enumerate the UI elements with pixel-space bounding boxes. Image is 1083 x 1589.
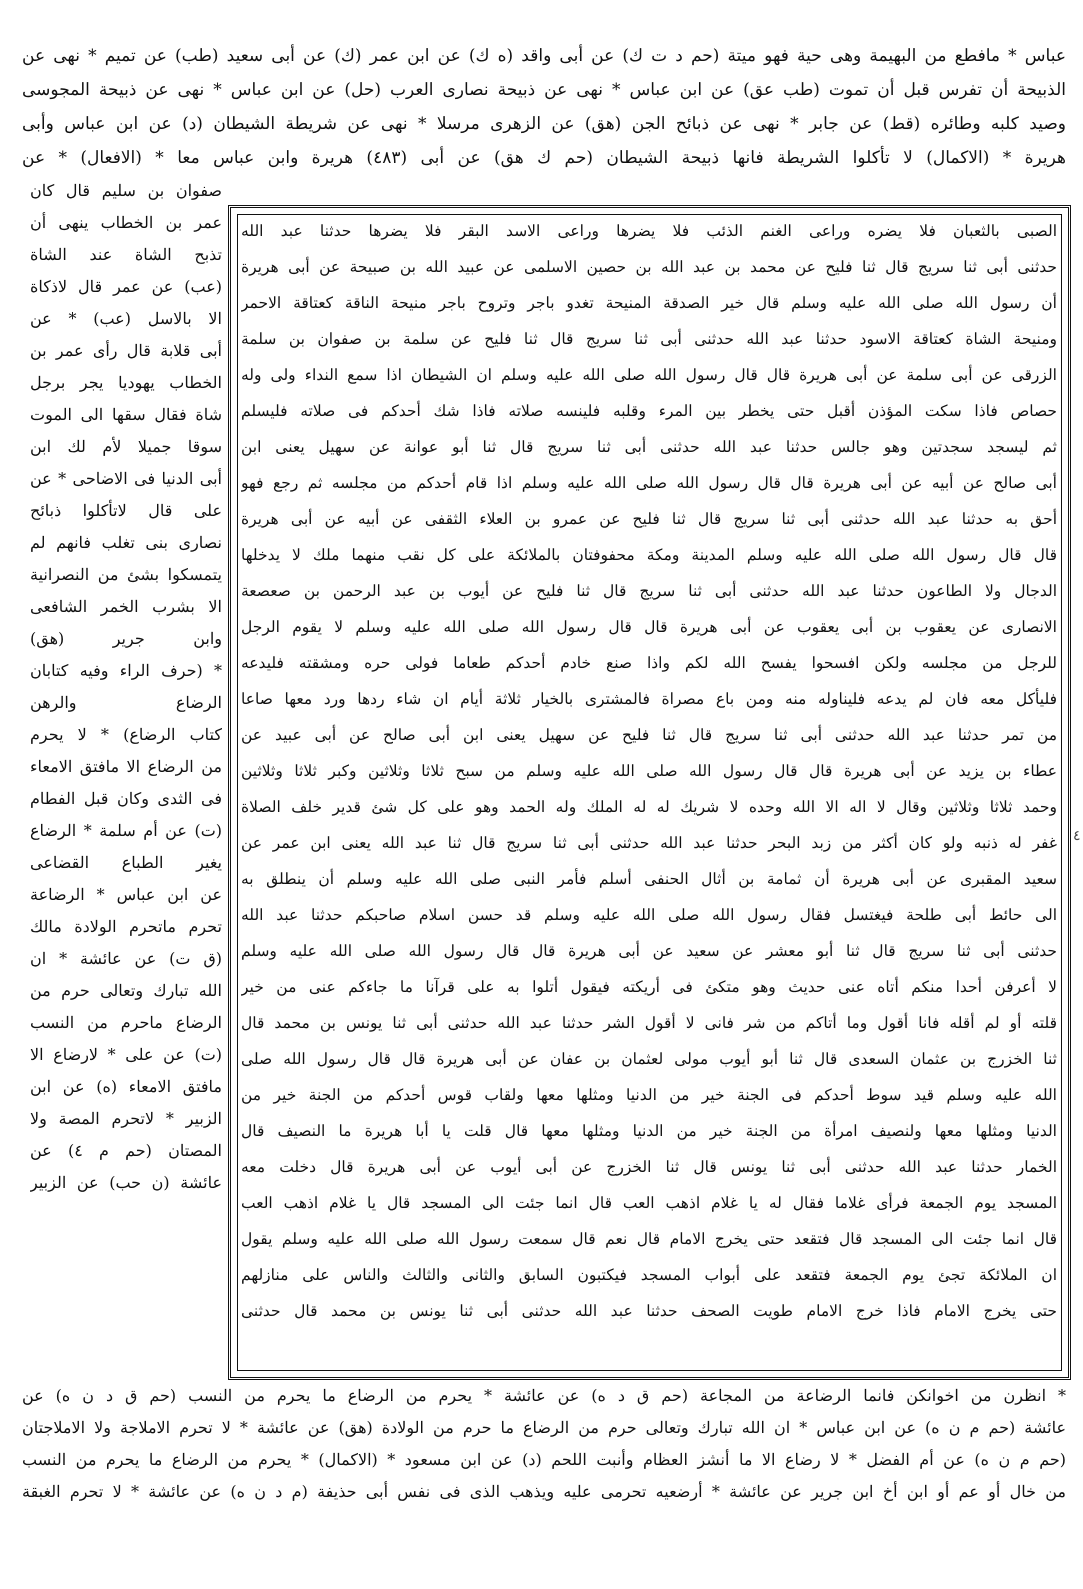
main-line: قال انما جئت الى المسجد قال فتقعد حتى يخرج الامام قال نعم قال سمعت رسول الله صلى الله عليه وسلم يقول bbox=[241, 1230, 1057, 1248]
main-line: وحمد ثلاثا وثلاثين وقال لا اله الا الله وحده لا شريك له له الملك وله الحمد وهو على كل شئ قدير خلف الصلاة bbox=[241, 798, 1057, 816]
margin-mark: ٤ bbox=[1073, 828, 1081, 844]
side-line: أبى قلابة قال رأى عمر بن bbox=[30, 341, 222, 360]
side-line: كتاب الرضاع) * لا يحرم bbox=[30, 725, 222, 744]
top-line: الذبيحة أن تفرس قبل أن تموت (طب عق) عن ابن عباس * نهى عن ذبيحة نصارى العرب (حل) عن ابن عباس * نهى عن ذبيحة المجوسى bbox=[22, 80, 1066, 100]
side-line: صفوان بن سليم قال كان bbox=[30, 181, 222, 200]
top-line: هريرة * (الاكمال) لا تأكلوا الشريطة فانها ذبيحة الشيطان (حم ك هق) عن أبى (٤٨٣) هريرة وابن عباس معا * (الافعال) * عن bbox=[22, 148, 1066, 168]
main-line: حدثنى أبى ثنا سريج قال ثنا فليح عن محمد بن عبد الله بن حصين الاسلمى عن عبيد الله بن صبيحة عن أبى هريرة bbox=[241, 258, 1057, 276]
main-line: الزرقى عن أبى سلمة عن أبى هريرة قال قال رسول الله صلى الله عليه وسلم ان الشيطان اذا سمع النداء ولى وله bbox=[241, 366, 1057, 384]
main-line: ومنيحة الشاة كعتاقة الاسود حدثنا عبد الله حدثنى أبى ثنا سريج قال ثنا فليح عن سلمة بن صفوان بن سلمة bbox=[241, 330, 1057, 348]
main-line: قال قال رسول الله صلى الله عليه وسلم المدينة ومكة محفوفتان بالملائكة على كل نقب منهما ملك لا يدخلها bbox=[241, 546, 1057, 564]
side-line: يتمسكوا بشئ من النصرانية bbox=[30, 565, 222, 584]
side-line: فى الثدى وكان قبل الفطام bbox=[30, 789, 222, 808]
main-line: المسجد يوم الجمعة فرأى غلاما فقال له يا غلام اذهب العب قال انما جئت الى المسجد قال يا غلام اذهب العب bbox=[241, 1194, 1057, 1212]
bottom-line: * انظرن من اخوانكن فانما الرضاعة من المجاعة (حم ق د ه) عن عائشة * يحرم من الرضاع ما يحرم من النسب (حم ق د ن ه) عن bbox=[22, 1386, 1066, 1405]
main-line: أن رسول الله صلى الله عليه وسلم قال خير الصدقة المنيحة تغدو باجر وتروح باجر منيحة الناقة كعتاقة الاحمر bbox=[241, 294, 1057, 312]
main-line: الله عليه وسلم قيد سوط أحدكم فى الجنة خير من الدنيا ومثلها معها ولقاب قوس أحدكم من الجنة خير من bbox=[241, 1086, 1057, 1104]
side-line: تحرم ماتحرم الولادة مالك bbox=[30, 917, 222, 936]
side-line: الرضاع ماحرم من النسب bbox=[30, 1013, 222, 1032]
side-line: (ت) عن على * لارضاع الا bbox=[30, 1045, 222, 1064]
top-line: وصيد كلبه وطائره (قط) عن جابر * نهى عن ذبائح الجن (هق) عن الزهرى مرسلا * نهى عن شريطة الشيطان (د) عن ابن عباس وأبى bbox=[22, 114, 1066, 134]
bottom-line: من خال أو عم أو ابن أخ ابن جرير عن عائشة * أرضعيه تحرمى عليه ويذهب الذى فى نفس أبى حذيفة (م د ن ه) عن عائشة * لا تحرم الغبقة bbox=[22, 1482, 1066, 1501]
main-line: الصبى بالثعبان فلا يضره وراعى الغنم الذئب فلا يضرها وراعى الاسد البقر فلا يضرها حدثنا عبد الله bbox=[241, 222, 1057, 240]
side-line: على قال لاتأكلوا ذبائح bbox=[30, 501, 222, 520]
main-line: الانصارى عن يعقوب بن أبى يعقوب عن أبى هريرة قال قال رسول الله صلى الله عليه وسلم لا يقوم الرجل bbox=[241, 618, 1057, 636]
main-line: من تمر حدثنا عبد الله حدثنى أبى ثنا سريج قال ثنا فليح عن سهيل يعنى ابن أبى صالح عن أبى عبيد عن bbox=[241, 726, 1057, 744]
side-line: مافتق الامعاء (ه) عن ابن bbox=[30, 1077, 222, 1096]
main-line: حصاص فاذا سكت المؤذن أقبل حتى يخطر بين المرء وقلبه فلينسه صلاته فاذا شك أحدكم فى صلاته فليسلم bbox=[241, 402, 1057, 420]
side-line: الا بالاسل (عب) * عن bbox=[30, 309, 222, 328]
side-line: نصارى بنى تغلب فانهم لم bbox=[30, 533, 222, 552]
side-line: الا بشرب الخمر الشافعى bbox=[30, 597, 222, 616]
side-line: الرضاع والرهن bbox=[30, 693, 222, 712]
top-line: عباس * مافطع من البهيمة وهى حية فهو ميتة (حم د ت ك) عن أبى واقد (ه ك) عن ابن عمر (ك) عن أبى سعيد (طب) عن تميم * نهى عن bbox=[22, 46, 1066, 66]
main-line: فليأكل معه فان لم يدعه فليناوله منه ومن باع مصراة فالمشترى بالخيار ثلاثة أيام ان شاء ردها ورد معها صاعا bbox=[241, 690, 1057, 708]
side-line: عن ابن عباس * الرضاعة bbox=[30, 885, 222, 904]
side-line: تذبح الشاة عند الشاة bbox=[30, 245, 222, 264]
side-line: (عب) عن عمر قال لاذكاة bbox=[30, 277, 222, 296]
main-line: الدنيا ومثلها معها ولنصيف امرأة من الجنة خير من الدنيا ومثلها معها قال قلت يا أبا هريرة ما النصيف قال bbox=[241, 1122, 1057, 1140]
main-line: الدجال ولا الطاعون حدثنا عبد الله حدثنى أبى ثنا سريج قال ثنا فليح عن أيوب بن عبد الرحمن بن صعصعة bbox=[241, 582, 1057, 600]
main-line: قلته أو لم أقله فانا أقول وما أتاكم من شر فانى لا أقول الشر حدثنا عبد الله حدثنى أبى ثنا يونس بن محمد قال bbox=[241, 1014, 1057, 1032]
main-line: غفر له ذنبه ولو كان أكثر من زبد البحر حدثنا عبد الله حدثنى أبى ثنا سريج قال ثنا عبد الله يعنى ابن عمر عن bbox=[241, 834, 1057, 852]
main-line: الخمار حدثنا عبد الله حدثنى أبى ثنا يونس قال ثنا الخزرج عن أبى أيوب عن أبى هريرة قال دخلت معه bbox=[241, 1158, 1057, 1176]
side-line: عمر بن الخطاب ينهى أن bbox=[30, 213, 222, 232]
side-line: من الرضاع الا مافتق الامعاء bbox=[30, 757, 222, 776]
side-line: وابن جرير (هق) bbox=[30, 629, 222, 648]
main-line: ثم ليسجد سجدتين وهو جالس حدثنا عبد الله حدثنى أبى ثنا سريج قال ثنا أبو عوانة عن سهيل يعنى ابن bbox=[241, 438, 1057, 456]
side-line: * (حرف الراء وفيه كتابان bbox=[30, 661, 222, 680]
side-line: أبى الدنيا فى الاضاحى * عن bbox=[30, 469, 222, 488]
main-line: حدثنى أبى ثنا سريج قال ثنا أبو معشر عن سعيد عن أبى هريرة قال قال رسول الله صلى الله عليه وسلم bbox=[241, 942, 1057, 960]
main-line: للرجل من مجلسه ولكن افسحوا يفسح الله لكم واذا صنع خادم أحدكم طعاما فولى حره ومشقته فليدعه bbox=[241, 654, 1057, 672]
side-line: شاة فقال سقها الى الموت bbox=[30, 405, 222, 424]
main-line: سعيد المقبرى عن أبى هريرة أن ثمامة بن أثال الحنفى أسلم فأمر النبى صلى الله عليه وسلم أن ينطلق به bbox=[241, 870, 1057, 888]
side-line: (ق ت) عن عائشة * ان bbox=[30, 949, 222, 968]
main-line: الى حائط أبى طلحة فيغتسل فقال رسول الله صلى الله عليه وسلم قد حسن اسلام صاحبكم حدثنا عبد الله bbox=[241, 906, 1057, 924]
side-line: يغير الطباع القضاعى bbox=[30, 853, 222, 872]
main-text-frame bbox=[228, 205, 1071, 1380]
side-line: سوقا جميلا لأم لك ابن bbox=[30, 437, 222, 456]
side-line: (ت) عن أم سلمة * الرضاع bbox=[30, 821, 222, 840]
bottom-line: (حم م ن ه) عن أم الفضل * لا رضاع الا ما أنشز العظام وأنبت اللحم (د) عن ابن مسعود * (الاكمال) * يحرم من الرضاع ما يحرم من النسب bbox=[22, 1450, 1066, 1469]
main-line: ان الملائكة تجئ يوم الجمعة فتقعد على أبواب المسجد فيكتبون السابق والثانى والثالث والناس على منازلهم bbox=[241, 1266, 1057, 1284]
main-line: أبى صالح عن أبيه عن أبى هريرة قال قال رسول الله صلى الله عليه وسلم اذا قام أحدكم من مجلسه ثم رجع فهو bbox=[241, 474, 1057, 492]
side-line: الزبير * لاتحرم المصة ولا bbox=[30, 1109, 222, 1128]
main-line: ثنا الخزرج بن عثمان السعدى قال ثنا أبو أيوب مولى لعثمان بن عفان عن أبى هريرة قال قال رسول الله صلى bbox=[241, 1050, 1057, 1068]
side-line: عائشة (ن حب) عن الزبير bbox=[30, 1173, 222, 1192]
bottom-line: عائشة (حم م ن ه) عن ابن عباس * ان الله تبارك وتعالى حرم من الرضاع ما حرم من الولادة (هق) عن عائشة * لا تحرم الاملاجة ولا الاملاجتان bbox=[22, 1418, 1066, 1437]
side-line: المصتان (حم م ٤) عن bbox=[30, 1141, 222, 1160]
main-line: حتى يخرج الامام فاذا خرج الامام طويت الصحف حدثنا عبد الله حدثنى أبى ثنا يونس بن محمد قال حدثنى bbox=[241, 1302, 1057, 1320]
main-line: عطاء بن يزيد عن أبى هريرة قال قال رسول الله صلى الله عليه وسلم من سبح ثلاثا وثلاثين وكبر ثلاثا وثلاثين bbox=[241, 762, 1057, 780]
side-line: الخطاب يهوديا يجر برجل bbox=[30, 373, 222, 392]
main-line: لا أعرفن أحدا منكم أتاه عنى حديث وهو متكئ فى أريكته فيقول أتلوا به على قرآنا ما جاءكم عنى من خير bbox=[241, 978, 1057, 996]
main-line: أحق به حدثنا عبد الله حدثنى أبى ثنا سريج قال ثنا فليح عن عمرو بن العلاء الثقفى عن أبيه عن أبى هريرة bbox=[241, 510, 1057, 528]
side-line: الله تبارك وتعالى حرم من bbox=[30, 981, 222, 1000]
